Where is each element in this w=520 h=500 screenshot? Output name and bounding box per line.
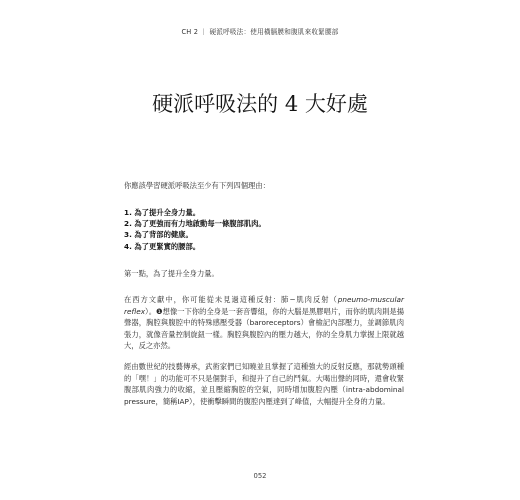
- paragraph-text-part: 在西方文獻中，你可能從未見過這種反射：肺−肌肉反射（: [124, 295, 338, 304]
- paragraph-text: 經由數世紀的技藝傳承，武術家們已知曉並且掌握了這種強大的反射反應，那就勢頭種的「嘿！」的功能可不只是個對手，和提升了自己的鬥氣。大喝出聲的同時，還會收緊腹部肌肉強力的收縮，並且壓縮胸腔的空氣，同時增加腹腔內壓（intra-abdominal pressure，簡稱IAP），使衝擊瞬間的腹腔內壓達到了峰值，大幅提升全身的力量。: [124, 362, 404, 406]
- list-item: 2. 為了更強而有力地啟動每一條腹部肌肉。: [124, 219, 266, 229]
- reasons-list: [124, 207, 404, 252]
- chapter-section-title: 硬派呼吸法的 4 大好處: [152, 92, 368, 116]
- list-item: 4. 為了更緊實的腰部。: [124, 241, 201, 251]
- intro-text: 你應該學習硬派呼吸法至少有下列四個理由：: [124, 181, 270, 190]
- paragraph-text-part: ）。❶想像一下你的全身是一套音響組，你的大腦是黑膠唱片，而你的肌肉則是揚聲器，胸腔與腹腔中的特殊感壓受器（baroreceptors）會檢記內部壓力，並調節肌肉張力，就像音量控制旋鈕一樣。胸腔與腹腔內的壓力越大，你的全身肌力掌握上限就越大，反之亦然。: [124, 306, 404, 351]
- page-number: 052: [253, 472, 267, 480]
- running-header: CH 2 ｜ 硬派呼吸法：使用橫膈膜和腹肌來收緊腰部: [181, 28, 339, 36]
- paragraph-text: [124, 294, 404, 352]
- paragraph: [124, 294, 404, 352]
- first-point-text: 第一點，為了提升全身力量。: [124, 269, 219, 278]
- paragraph: [124, 361, 404, 407]
- term-italic: pneumo-muscular reflex: [124, 295, 404, 316]
- list-item: 3. 為了背部的健康。: [124, 230, 193, 240]
- list-item: 1. 為了提升全身力量。: [124, 208, 201, 217]
